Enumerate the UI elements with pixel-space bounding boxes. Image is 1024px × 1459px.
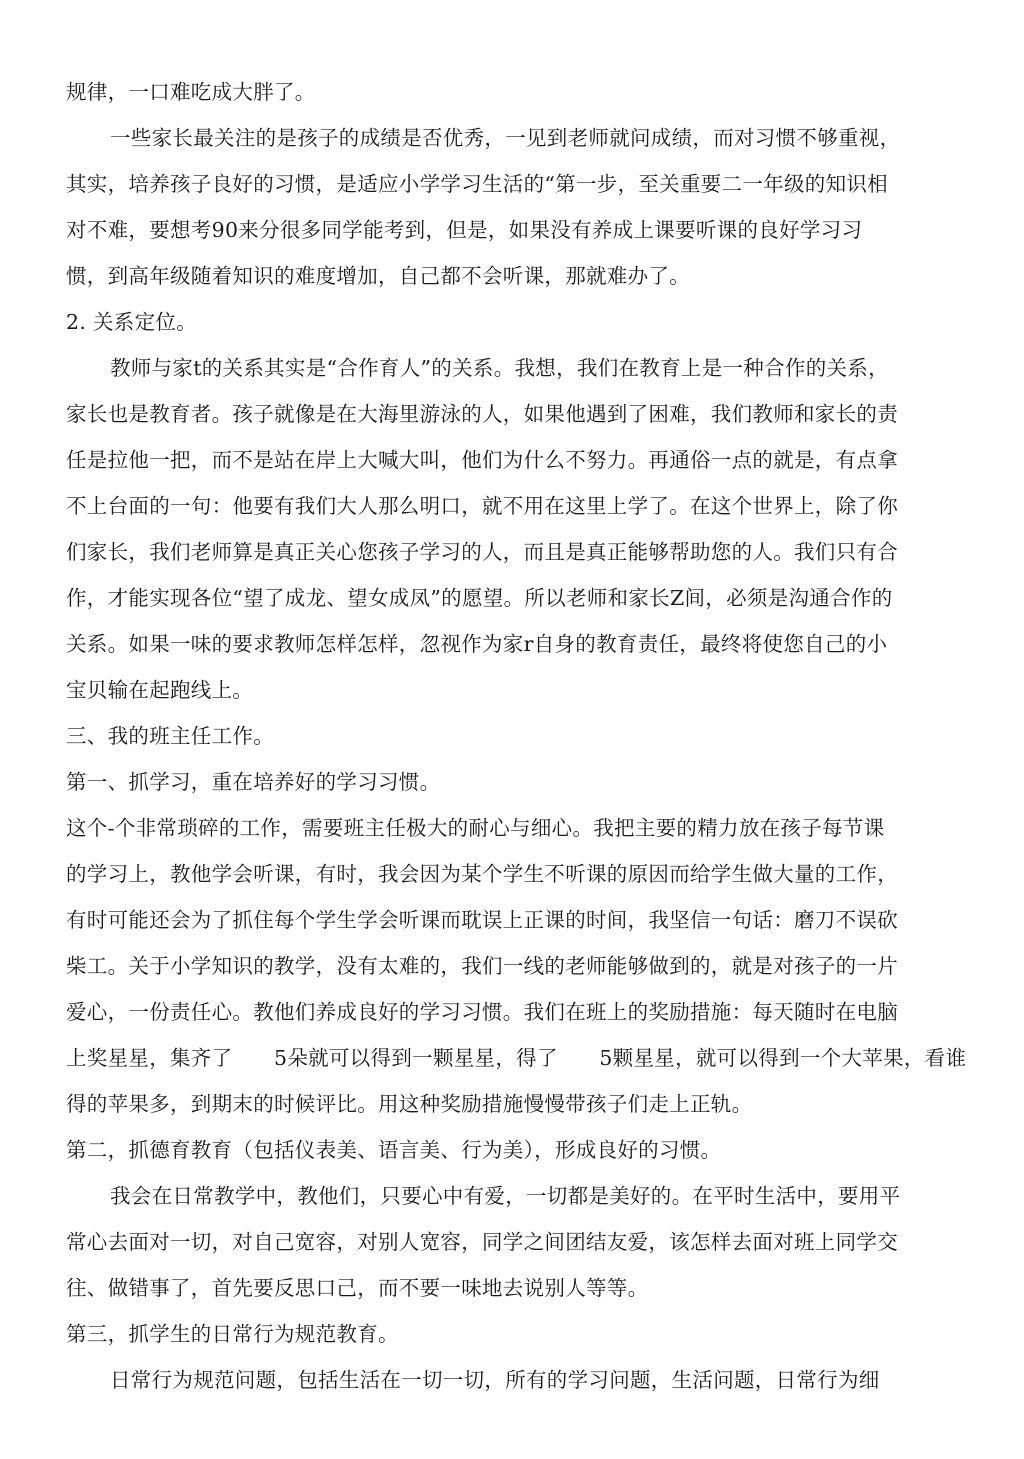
text-line: 家长也是教育者。孩子就像是在大海里游泳的人，如果他遇到了困难，我们教师和家长的责	[66, 402, 898, 426]
text-line: 得的苹果多，到期末的时候评比。用这种奖励措施慢慢带孩子们走上正轨。	[66, 1092, 753, 1116]
text-line: 的学习上，教他学会听课，有时，我会因为某个学生不听课的原因而给学生做大量的工作，	[66, 862, 898, 886]
text-line: 爱心，一份责任心。教他们养成良好的学习习惯。我们在班上的奖励措施：每天随时在电脑	[66, 1000, 898, 1024]
text-line: 其实，培养孩子良好的习惯，是适应小学学习生活的“第一步，至关重要二一年级的知识相	[66, 172, 888, 196]
paragraph-first-line: 我会在日常教学中，教他们，只要心中有爱，一切都是美好的。在平时生活中，要用平	[110, 1184, 901, 1208]
paragraph-first-line: 一些家长最关注的是孩子的成绩是否优秀，一见到老师就问成绩，而对习惯不够重视，	[110, 126, 901, 150]
section-heading: 2. 关系定位。	[66, 310, 197, 334]
text-line: 这个-个非常琐碎的工作，需要班主任极大的耐心与细心。我把主要的精力放在孩子每节课	[66, 816, 885, 840]
text-line: 规律，一口难吃成大胖了。	[66, 80, 316, 104]
text-line: 常心去面对一切，对自己宽容，对别人宽容，同学之间团结友爱，该怎样去面对班上同学交	[66, 1230, 898, 1254]
text-line: 柴工。关于小学知识的教学，没有太难的，我们一线的老师能够做到的，就是对孩子的一片	[66, 954, 898, 978]
text-line: 惯，到高年级随着知识的难度增加，自己都不会听课，那就难办了。	[66, 264, 690, 288]
text-line: 上奖星星，集齐了 5朵就可以得到一颗星星，得了 5颗星星，就可以得到一个大苹果，看谁	[66, 1046, 967, 1070]
text-line: 们家长，我们老师算是真正关心您孩子学习的人，而且是真正能够帮助您的人。我们只有合	[66, 540, 898, 564]
text-line: 对不难，要想考90来分很多同学能考到，但是，如果没有养成上课要听课的良好学习习	[66, 218, 863, 242]
paragraph-first-line: 教师与家t的关系其实是“合作育人”的关系。我想，我们在教育上是一种合作的关系，	[110, 356, 889, 380]
text-line: 不上台面的一句：他要有我们大人那么明口，就不用在这里上学了。在这个世界上，除了你	[66, 494, 898, 518]
text-line: 宝贝输在起跑线上。	[66, 678, 254, 702]
subsection-heading: 第三，抓学生的日常行为规范教育。	[66, 1322, 399, 1346]
paragraph-first-line: 日常行为规范问题，包括生活在一切一切，所有的学习问题，生活问题，日常行为细	[110, 1368, 880, 1392]
text-line: 关系。如果一味的要求教师怎样怎样，忽视作为家r自身的教育责任，最终将使您自己的小	[66, 632, 888, 656]
subsection-heading: 第一、抓学习，重在培养好的学习习惯。	[66, 770, 441, 794]
text-line: 有时可能还会为了抓住每个学生学会听课而耽误上正课的时间，我坚信一句话：磨刀不误砍	[66, 908, 898, 932]
text-line: 往、做错事了，首先要反思口己，而不要一味地去说别人等等。	[66, 1276, 649, 1300]
section-heading: 三、我的班主任工作。	[66, 724, 274, 748]
text-line: 作，才能实现各位“望了成龙、望女成凤”的愿望。所以老师和家长Z间，必须是沟通合作的	[66, 586, 893, 610]
subsection-heading: 第二，抓德育教育（包括仪表美、语言美、行为美），形成良好的习惯。	[66, 1138, 722, 1162]
text-line: 任是拉他一把，而不是站在岸上大喊大叫，他们为什么不努力。再通俗一点的就是，有点拿	[66, 448, 898, 472]
